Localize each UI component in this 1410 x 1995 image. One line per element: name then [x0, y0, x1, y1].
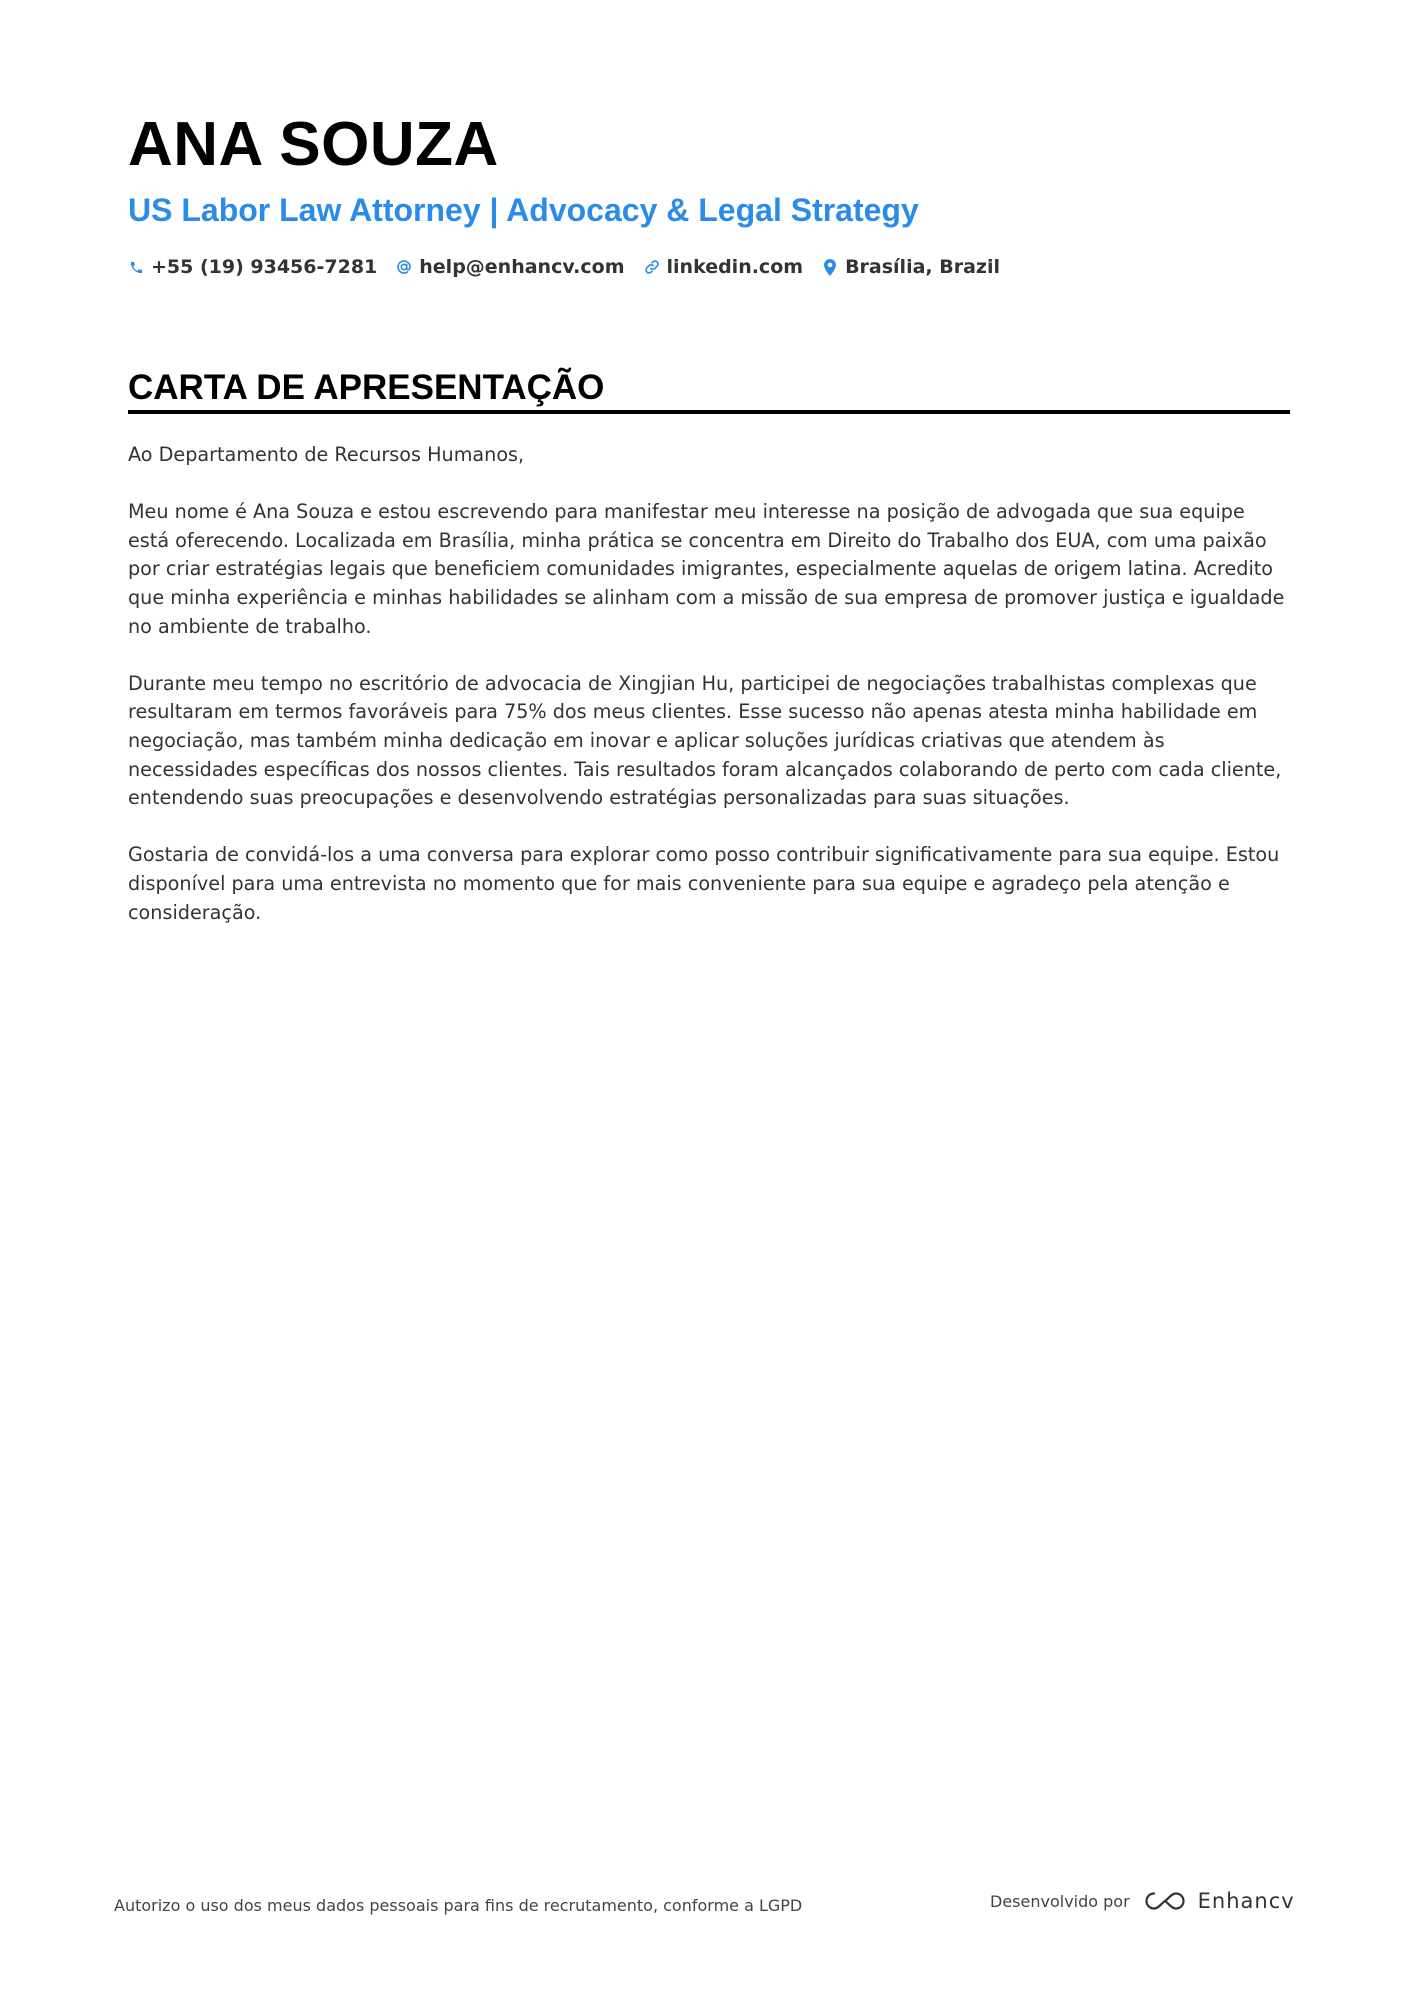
contact-phone-text: +55 (19) 93456-7281	[151, 256, 378, 278]
contact-location-text: Brasília, Brazil	[845, 256, 1000, 278]
footer-powered-by[interactable]	[990, 1889, 1295, 1913]
letter-body	[128, 441, 1290, 956]
enhancv-logo-text: Enhancv	[1197, 1889, 1295, 1913]
contact-email-text: help@enhancv.com	[419, 256, 625, 278]
phone-icon	[128, 258, 144, 276]
contact-linkedin-text: linkedin.com	[666, 256, 804, 278]
contact-location	[822, 256, 1000, 278]
letter-paragraph: Meu nome é Ana Souza e estou escrevendo para manifestar meu interesse na posição de advogada que sua equipe está oferecendo. Localizada em Brasília, minha prática se concentra em Direito do Trabalho dos EUA, com uma paixão por criar estratégias legais que beneficiem comunidades imigrantes, especialmente aquelas de origem latina. Acredito que minha experiência e minhas habilidades se alinham com a missão de sua empresa de promover justiça e igualdade no ambiente de trabalho.	[128, 500, 1285, 638]
link-icon	[644, 258, 660, 276]
contact-bar	[128, 253, 1019, 281]
location-pin-icon	[822, 258, 838, 276]
contact-linkedin[interactable]	[644, 256, 804, 278]
section-divider	[128, 410, 1290, 414]
candidate-headline: US Labor Law Attorney | Advocacy & Legal Strategy	[128, 192, 919, 228]
at-sign-icon	[396, 258, 412, 276]
section-title: CARTA DE APRESENTAÇÃO	[128, 368, 605, 407]
enhancv-logo-icon	[1142, 1889, 1188, 1913]
candidate-name: ANA SOUZA	[128, 110, 499, 179]
letter-salutation: Ao Departamento de Recursos Humanos,	[128, 443, 525, 466]
footer-consent-text: Autorizo o uso dos meus dados pessoais para fins de recrutamento, conforme a LGPD	[114, 1896, 803, 1915]
powered-by-label: Desenvolvido por	[990, 1891, 1130, 1911]
contact-email[interactable]	[396, 256, 624, 278]
letter-paragraph: Durante meu tempo no escritório de advocacia de Xingjian Hu, participei de negociações trabalhistas complexas que resultaram em termos favoráveis para 75% dos meus clientes. Esse sucesso não apenas atesta minha habilidade em negociação, mas também minha dedicação em inovar e aplicar soluções jurídicas criativas que atendem às necessidades específicas dos nossos clientes. Tais resultados foram alcançados colaborando de perto com cada cliente, entendendo suas preocupações e desenvolvendo estratégias personalizadas para suas situações.	[128, 671, 1282, 810]
letter-paragraph: Gostaria de convidá-los a uma conversa para explorar como posso contribuir significativamente para sua equipe. Estou disponível para uma entrevista no momento que for mais conveniente para sua equipe e agradeço pela atenção e consideração.	[128, 843, 1280, 924]
contact-phone[interactable]	[128, 256, 377, 278]
